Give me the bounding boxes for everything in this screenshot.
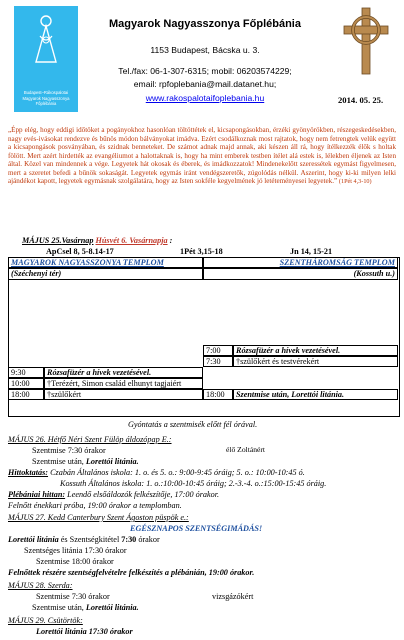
catechesis-text1: Czabán Általános iskola: 1. o. és 5. o.: 9:00-9:45 óráig; 5. o.: 10:00-10:45 ó. bbox=[50, 468, 305, 477]
thursday-line: Lorettói litánia 17:30 órakor bbox=[36, 627, 133, 636]
wednesday-after: Szentmise után, Lorettói litánia. bbox=[32, 603, 139, 612]
tuesday-exposition: és Szentségkitétel bbox=[58, 535, 122, 544]
monday-intention: élő Zoltánért bbox=[226, 445, 266, 454]
parish-title: Magyarok Nagyasszonya Főplébánia bbox=[109, 18, 301, 30]
sched-r2-text: †szülőkért és testvérekért bbox=[233, 356, 398, 367]
reading-3: Jn 14, 15-21 bbox=[290, 247, 333, 256]
address: 1153 Budapest, Bácska u. 3. bbox=[150, 45, 260, 55]
tuesday-line2: Szentséges litánia 17:30 órakor bbox=[24, 546, 127, 555]
church2-name: SZENTHÁROMSÁG TEMPLOM bbox=[203, 257, 398, 268]
parish-logo bbox=[14, 6, 78, 112]
catechesis-line1 bbox=[8, 468, 305, 477]
tuesday-time-suffix: órakor bbox=[136, 535, 160, 544]
thursday-heading: MÁJUS 29. Csütörtök: bbox=[8, 616, 83, 625]
quote-text: „Épp elég, hogy eddigi időtöket a pogányokhoz hasonlóan töltöttétek el, kicsapongásokban, érzéki gyönyörökben, részegeskedésekben, nagy evés-ivásokat rendezve és bűnös módon bálványokat imádva. Ezért csodálkoznak most rajtatok, hogy nem fetrengtek velük együtt a kicsapongások posványában, és szidnak benneteket. De számot adnak majd annak, aki készen áll rá, hogy ítélkezzék élők s holtak fölött. Mert azért hirdették az evangéliumot a halottaknak is, hogy ha mint emberek testben ítélet alá estek is, lélekben éljenek az Isten által. Közel van mindennek a vége. Legyetek hát okosak és éberek, és imádkozzatok! Mindenekelőtt szeressétek egymást figyelmesen, mert a szeretet befedi a bűnök sokaságát. Legyetek egymás iránt vendégszeretők, zúgolódás nélkül. Aszerint, hogy ki-ki milyen lelki ajándékot kapott, legyetek egymásnak szolgálatára, hogy az Isten sokféle kegyelmének jó letéteményesei legyetek.” bbox=[8, 126, 396, 185]
adoration-banner: EGÉSZNAPOS SZENTSÉGIMÁDÁS! bbox=[130, 524, 263, 533]
tuesday-litany: Lorettói litánia bbox=[8, 535, 59, 544]
sched-r3-text: Szentmise után, Lorettói litánia. bbox=[233, 389, 398, 400]
email: email: rpfoplebania@mail.datanet.hu; bbox=[133, 79, 277, 89]
madonna-icon bbox=[30, 14, 62, 66]
logo-text: Budapest–Rákospalotai Magyarok Nagyasszonya Főplébánia bbox=[22, 90, 70, 106]
celtic-cross-icon bbox=[338, 6, 394, 76]
scripture-quote bbox=[8, 126, 396, 186]
monday-after: Szentmise után, Lorettói litánia. bbox=[32, 457, 139, 466]
tuesday-line3: Szentmise 18:00 órakor bbox=[36, 557, 114, 566]
parish-catechesis-text: Leendő elsőáldozók felkészítője, 17:00 órakor. bbox=[67, 490, 220, 499]
sched-r2-time: 7:30 bbox=[203, 356, 233, 367]
wednesday-mass: Szentmise 7:30 órakor bbox=[36, 592, 110, 601]
catechesis-label: Hittoktatás: bbox=[8, 468, 49, 477]
tuesday-line4: Felnőttek részére szentségfelvételre felkészítés a plébánián, 19:00 órakor. bbox=[8, 568, 255, 577]
parish-catechesis bbox=[8, 490, 219, 499]
tuesday-heading: MÁJUS 27. Kedd Canterbury Szent Ágoston püspök e.: bbox=[8, 513, 189, 522]
wednesday-heading: MÁJUS 28. Szerda: bbox=[8, 581, 73, 590]
choir-rehearsal: Felnőtt énekkari próba, 19:00 órakor a templomban. bbox=[8, 501, 182, 510]
church1-location: (Széchenyi tér) bbox=[8, 268, 203, 280]
sched-l1-time: 9:30 bbox=[8, 367, 44, 378]
church1-name: MAGYAROK NAGYASSZONYA TEMPLOM bbox=[8, 257, 203, 268]
phone: Tel./fax: 06-1-307-6315; mobil: 06203574229; bbox=[118, 66, 292, 76]
sunday-day: MÁJUS 25. bbox=[22, 236, 62, 245]
reading-2: 1Pét 3,15-18 bbox=[180, 247, 223, 256]
bulletin-date: 2014. 05. 25. bbox=[338, 95, 384, 105]
sched-l1-text: Rózsafüzér a hívek vezetésével. bbox=[44, 367, 203, 378]
wednesday-intention: vizsgázókért bbox=[212, 592, 254, 601]
sched-l2-time: 10:00 bbox=[8, 378, 44, 389]
sched-r1-text: Rózsafüzér a hívek vezetésével. bbox=[233, 345, 398, 356]
reading-1: ApCsel 8, 5-8.14-17 bbox=[46, 247, 114, 256]
monday-mass: Szentmise 7:30 órakor bbox=[32, 446, 106, 455]
confession-note: Gyóntatás a szentmisék előtt fél órával. bbox=[128, 420, 258, 429]
sched-r3-time: 18:00 bbox=[203, 389, 233, 400]
website-link[interactable]: www.rakospalotaifoplebania.hu bbox=[145, 93, 265, 103]
sched-l2-text: †Terézért, Simon család elhunyt tagjaiért bbox=[44, 378, 203, 389]
tuesday-time: 7:30 bbox=[121, 535, 137, 544]
parish-catechesis-label: Plébániai hittan: bbox=[8, 490, 66, 499]
church2-location: (Kossuth u.) bbox=[203, 268, 398, 280]
sched-l3-text: †szülőkért bbox=[44, 389, 203, 400]
sunday-colon: : bbox=[169, 236, 173, 245]
sunday-daytype: Vasárnap bbox=[61, 236, 94, 245]
tuesday-line1 bbox=[8, 535, 160, 544]
monday-heading: MÁJUS 26. Hétfő Néri Szent Fülöp áldozópap E.: bbox=[8, 435, 172, 444]
catechesis-line2: Kossuth Általános iskola: 1. o.:10:00-10:45 óráig; 2.-3.-4. o.:15:00-15:45 óráig. bbox=[60, 479, 327, 488]
sched-r1-time: 7:00 bbox=[203, 345, 233, 356]
sched-l3-time: 18:00 bbox=[8, 389, 44, 400]
quote-ref: (1Pét 4,3-10) bbox=[338, 178, 372, 185]
sunday-feast: Húsvét 6. Vasárnapja bbox=[95, 236, 168, 245]
sunday-heading bbox=[22, 236, 172, 245]
